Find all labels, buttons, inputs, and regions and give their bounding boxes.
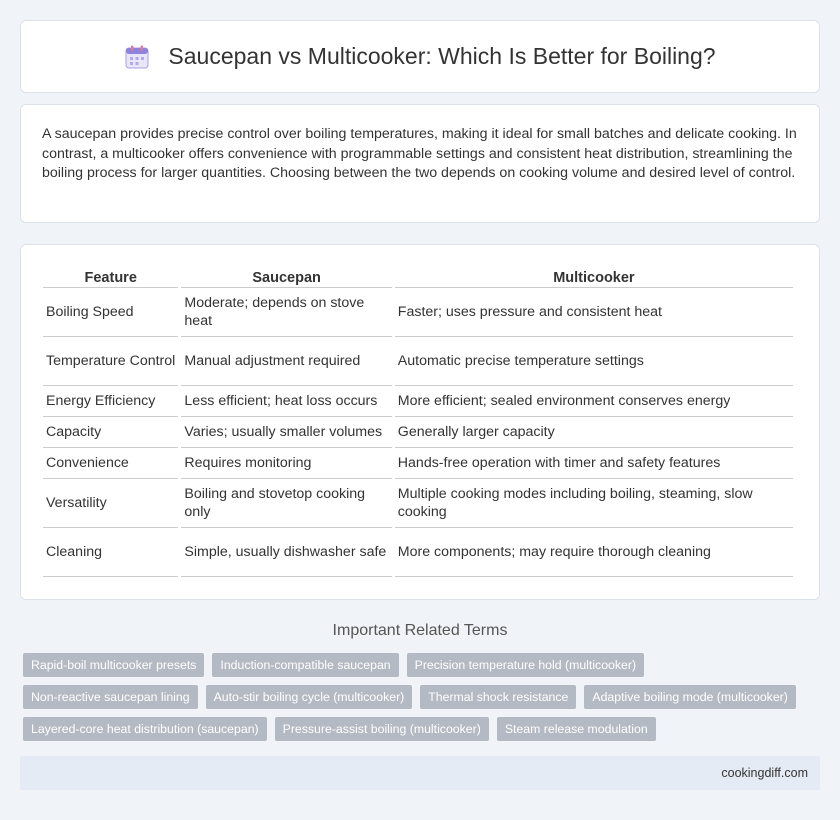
- table-row: [43, 417, 793, 448]
- header-feature: Feature: [43, 265, 178, 288]
- table-header-row: [43, 265, 793, 288]
- cell-feature: Convenience: [43, 448, 178, 479]
- footer: [20, 756, 820, 790]
- related-term-tag[interactable]: Precision temperature hold (multicooker): [407, 653, 644, 677]
- header-multicooker: Multicooker: [395, 265, 793, 288]
- related-term-tag[interactable]: Rapid-boil multicooker presets: [23, 653, 204, 677]
- cell-feature: Energy Efficiency: [43, 386, 178, 417]
- calendar-icon: [124, 44, 150, 70]
- table-row: [43, 386, 793, 417]
- cell-multicooker: Hands-free operation with timer and safety features: [395, 448, 793, 479]
- cell-feature: Cleaning: [43, 528, 178, 577]
- related-term-tag[interactable]: Steam release modulation: [497, 717, 656, 741]
- cell-multicooker: Automatic precise temperature settings: [395, 337, 793, 386]
- header-saucepan: Saucepan: [181, 265, 391, 288]
- related-terms-title: Important Related Terms: [332, 622, 508, 639]
- cell-multicooker: Generally larger capacity: [395, 417, 793, 448]
- cell-saucepan: Less efficient; heat loss occurs: [181, 386, 391, 417]
- related-terms-list: [23, 653, 823, 741]
- footer-site-link[interactable]: cookingdiff.com: [721, 766, 808, 780]
- cell-saucepan: Varies; usually smaller volumes: [181, 417, 391, 448]
- page-title-text: Saucepan vs Multicooker: Which Is Better for Boiling?: [168, 43, 716, 69]
- table-row: [43, 288, 793, 337]
- related-term-tag[interactable]: Non-reactive saucepan lining: [23, 685, 198, 709]
- cell-saucepan: Manual adjustment required: [181, 337, 391, 386]
- related-term-tag[interactable]: Thermal shock resistance: [420, 685, 576, 709]
- cell-multicooker: More components; may require thorough cleaning: [395, 528, 793, 577]
- title-card: [20, 20, 820, 93]
- cell-saucepan: Boiling and stovetop cooking only: [181, 479, 391, 528]
- cell-saucepan: Simple, usually dishwasher safe: [181, 528, 391, 577]
- cell-multicooker: Faster; uses pressure and consistent heat: [395, 288, 793, 337]
- cell-saucepan: Moderate; depends on stove heat: [181, 288, 391, 337]
- table-row: [43, 448, 793, 479]
- cell-saucepan: Requires monitoring: [181, 448, 391, 479]
- table-row: [43, 528, 793, 577]
- related-term-tag[interactable]: Layered-core heat distribution (saucepan): [23, 717, 267, 741]
- cell-feature: Capacity: [43, 417, 178, 448]
- table-row: [43, 337, 793, 386]
- cell-multicooker: More efficient; sealed environment conserves energy: [395, 386, 793, 417]
- cell-feature: Versatility: [43, 479, 178, 528]
- intro-card: [20, 104, 820, 223]
- page-title: [124, 43, 715, 70]
- related-term-tag[interactable]: Induction-compatible saucepan: [212, 653, 398, 677]
- related-term-tag[interactable]: Auto-stir boiling cycle (multicooker): [206, 685, 413, 709]
- related-term-tag[interactable]: Pressure-assist boiling (multicooker): [275, 717, 489, 741]
- cell-multicooker: Multiple cooking modes including boiling, steaming, slow cooking: [395, 479, 793, 528]
- comparison-table: [40, 265, 796, 577]
- cell-feature: Boiling Speed: [43, 288, 178, 337]
- cell-feature: Temperature Control: [43, 337, 178, 386]
- table-row: [43, 479, 793, 528]
- related-term-tag[interactable]: Adaptive boiling mode (multicooker): [584, 685, 795, 709]
- intro-text: A saucepan provides precise control over boiling temperatures, making it ideal for small batches and delicate cooking. In contrast, a multicooker offers convenience with programmable settings and consistent heat distribution, streamlining the boiling process for larger quantities. Choosing between the two depends on cooking volume and desired level of control.: [42, 126, 797, 182]
- comparison-card: [20, 244, 820, 600]
